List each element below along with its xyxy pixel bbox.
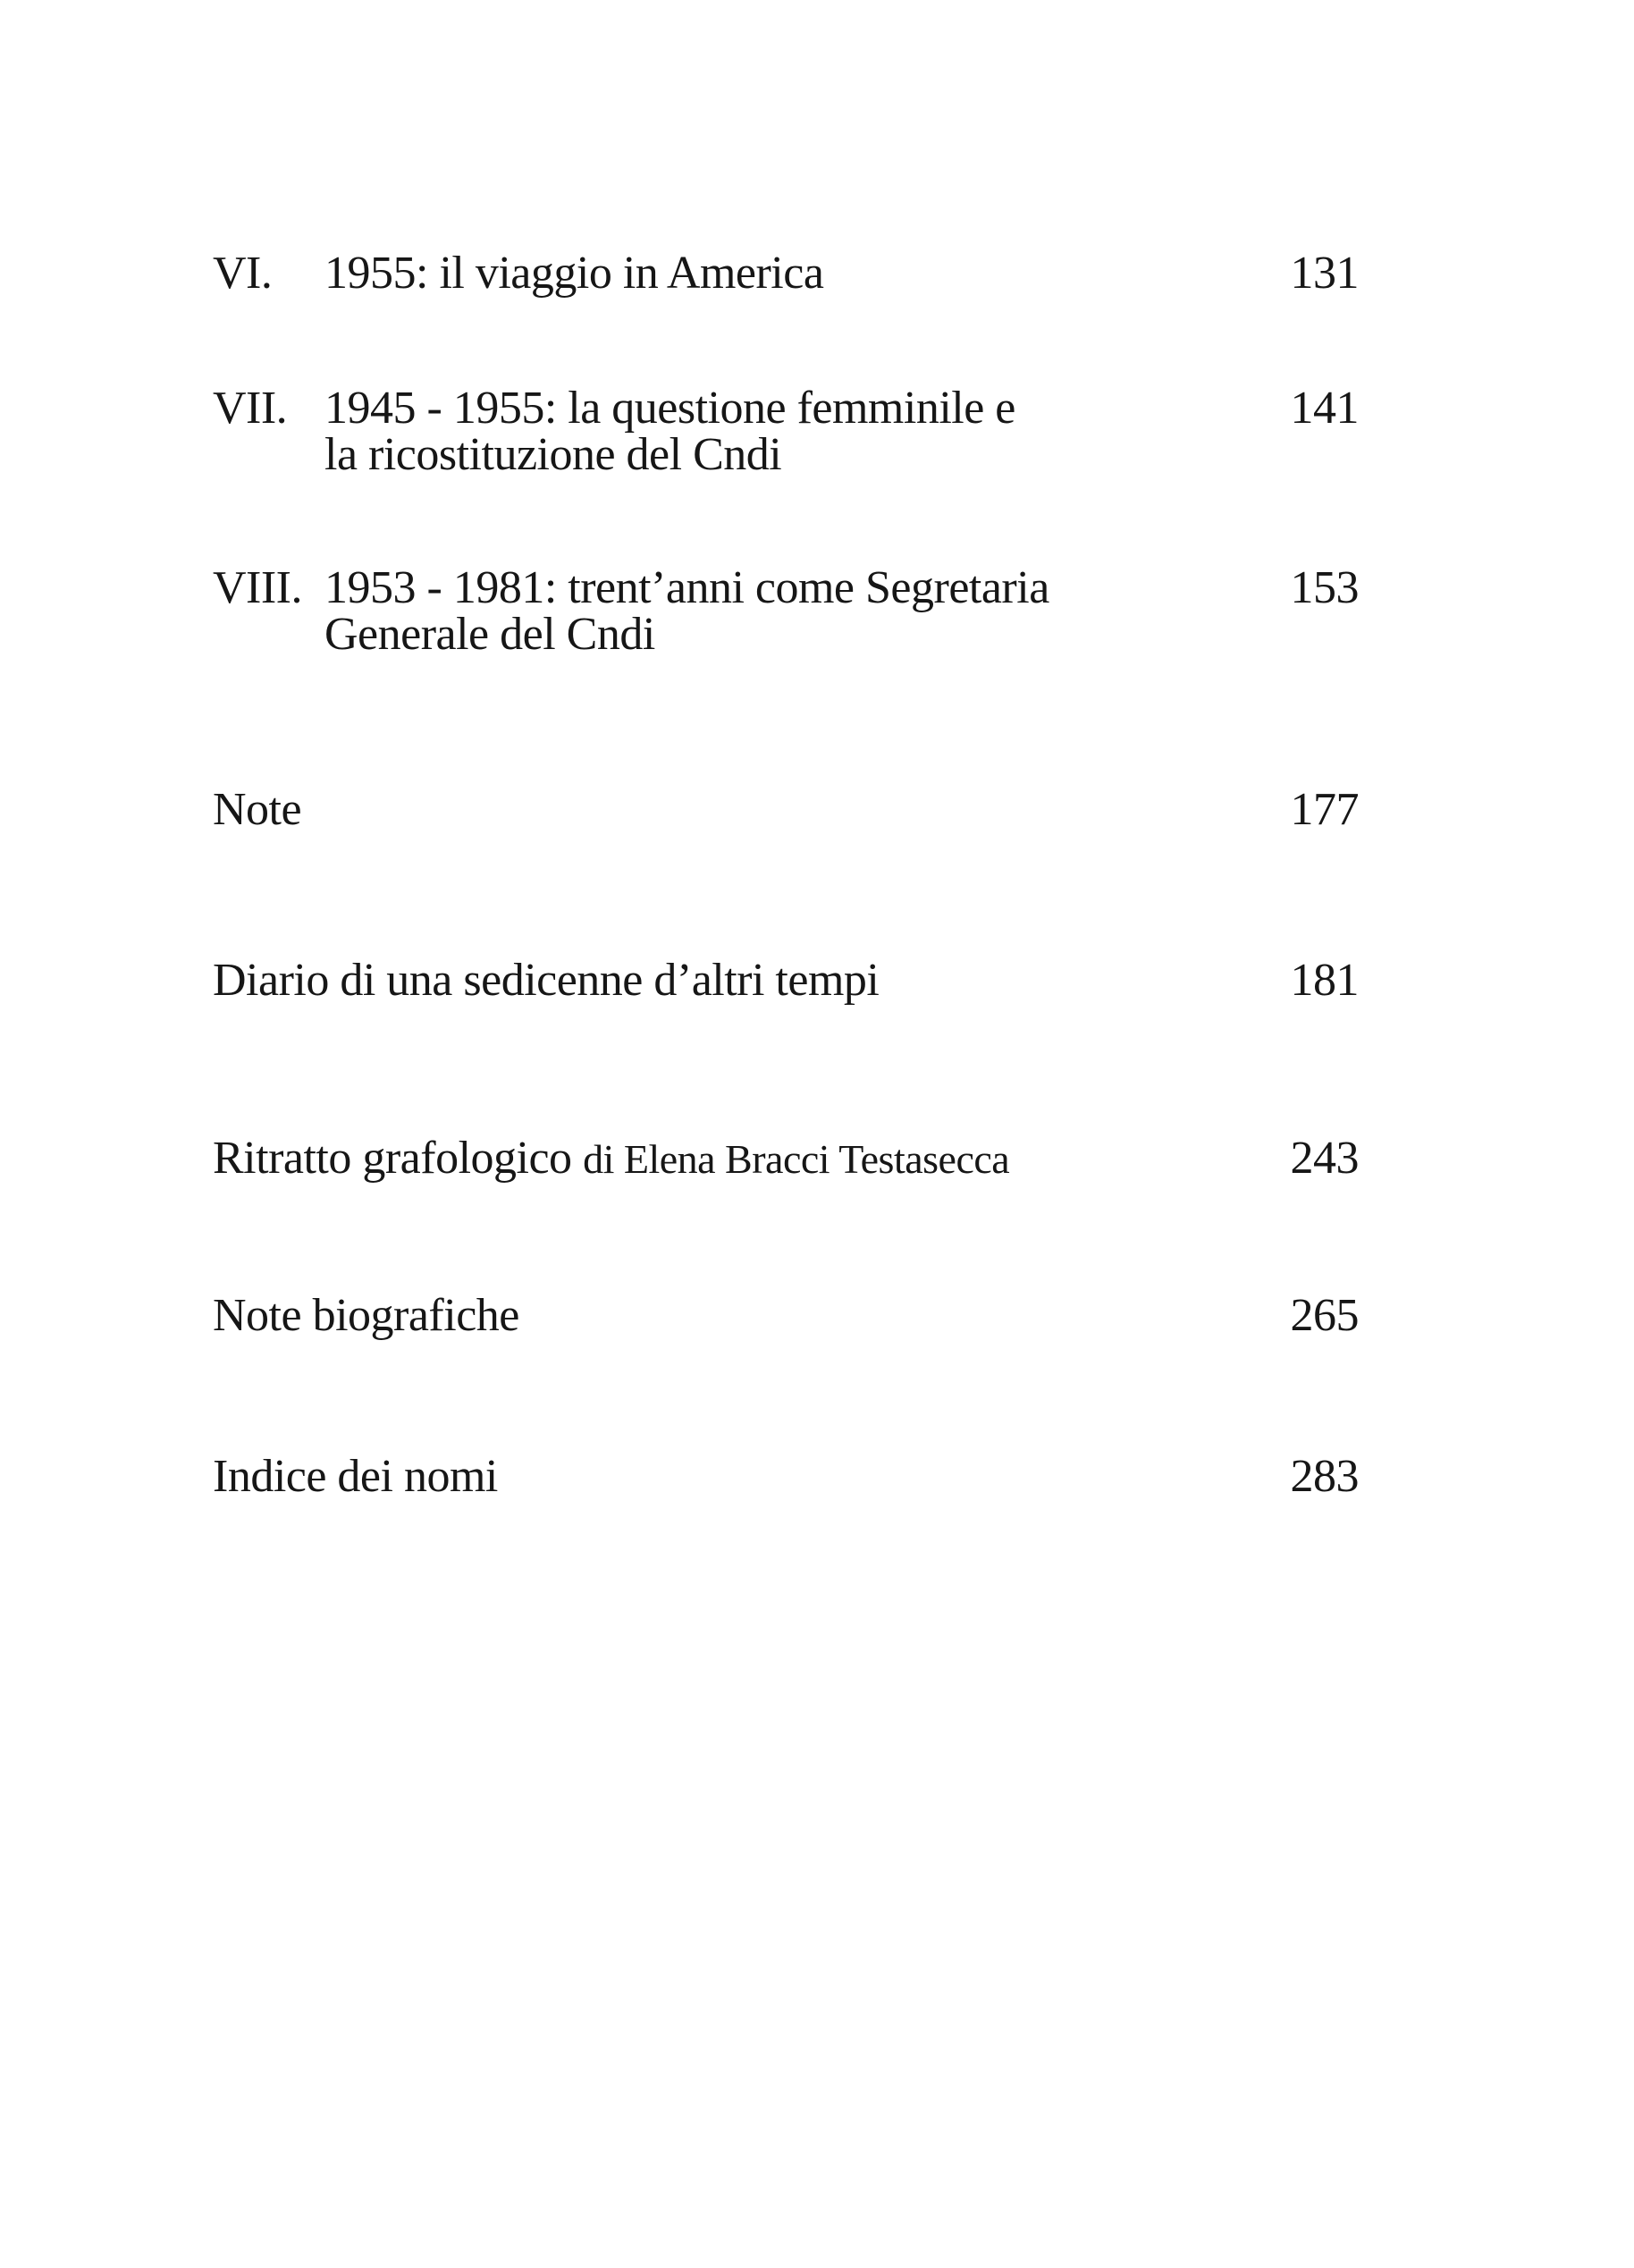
page-number: 131 bbox=[1290, 248, 1359, 299]
page-number: 153 bbox=[1290, 562, 1359, 613]
chapter-numeral: VII. bbox=[213, 383, 288, 434]
section-title: Indice dei nomi bbox=[213, 1451, 498, 1502]
chapter-title bbox=[324, 250, 1242, 297]
chapter-numeral: VI. bbox=[213, 248, 273, 299]
chapter-title bbox=[324, 562, 1242, 660]
page-number: 141 bbox=[1290, 383, 1359, 434]
section-title bbox=[213, 1135, 1242, 1183]
toc-entry-note bbox=[213, 784, 1359, 835]
section-title-main: Ritratto grafologico bbox=[213, 1133, 572, 1184]
page-number: 177 bbox=[1290, 784, 1359, 835]
toc-entry-indice-dei-nomi bbox=[213, 1451, 1359, 1502]
chapter-title-line: la ricostituzione del Cndi bbox=[324, 429, 782, 480]
toc-entry-diario bbox=[213, 957, 1359, 1004]
page-number: 265 bbox=[1290, 1290, 1359, 1341]
toc-entry-chapter-vii bbox=[213, 385, 1359, 478]
page-number: 243 bbox=[1290, 1133, 1359, 1184]
chapter-title-line: 1953 - 1981: trent’anni come Segretaria bbox=[324, 562, 1049, 613]
chapter-title-line: 1955: il viaggio in America bbox=[324, 248, 824, 299]
toc-entry-ritratto bbox=[213, 1135, 1359, 1183]
chapter-title bbox=[324, 385, 1242, 478]
toc-entry-note-biografiche bbox=[213, 1290, 1359, 1341]
toc-entry-chapter-viii bbox=[213, 562, 1359, 660]
chapter-numeral: VIII. bbox=[213, 562, 303, 613]
toc-entry-chapter-vi bbox=[213, 250, 1359, 297]
chapter-title-line: Generale del Cndi bbox=[324, 609, 655, 660]
chapter-title-line: 1945 - 1955: la questione femminile e bbox=[324, 383, 1015, 434]
page-number: 181 bbox=[1290, 955, 1359, 1006]
section-title: Note bbox=[213, 784, 302, 835]
section-title: Diario di una sedicenne d’altri tempi bbox=[213, 955, 880, 1006]
section-title-secondary: di Elena Bracci Testasecca bbox=[583, 1136, 1010, 1182]
page-number: 283 bbox=[1290, 1451, 1359, 1502]
section-title: Note biografiche bbox=[213, 1290, 519, 1341]
